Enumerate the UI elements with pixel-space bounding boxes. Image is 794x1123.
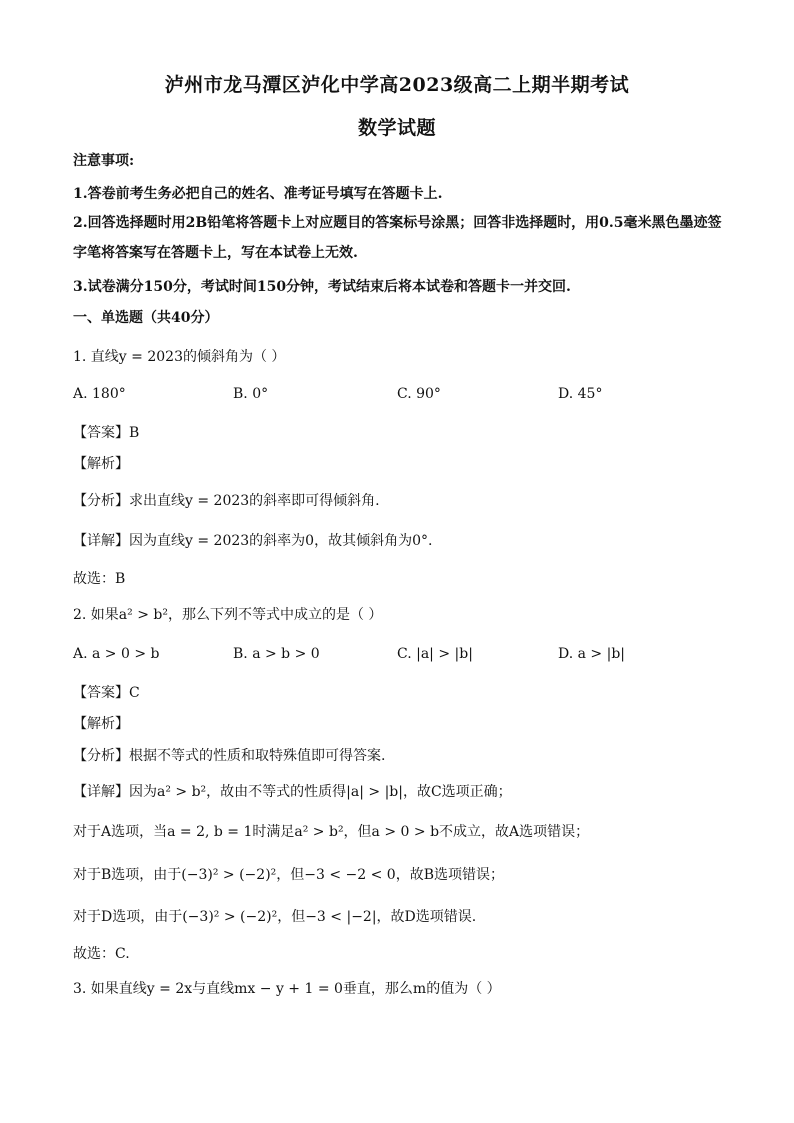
q2-xiangjie: 【详解】因为a² > b²，故由不等式的性质得|a| > |b|，故C选项正确；	[73, 784, 512, 800]
q2-option-c: C. |a| > |b|	[397, 646, 473, 662]
q1-option-d: D. 45°	[558, 386, 603, 402]
q2-option-d: D. a > |b|	[558, 646, 625, 662]
q2-detail-b: 对于B选项，由于(−3)² > (−2)²，但−3 < −2 < 0，故B选项错误；	[73, 867, 504, 883]
note-item-1: 1.答卷前考生务必把自己的姓名、准考证号填写在答题卡上.	[73, 186, 443, 202]
q1-option-c: C. 90°	[397, 386, 441, 402]
exam-subtitle: 数学试题	[357, 117, 436, 139]
q2-option-b: B. a > b > 0	[233, 646, 320, 662]
section-title: 一、单选题（共40分）	[73, 310, 219, 326]
note-item-2: 2.回答选择题时用2B铅笔将答题卡上对应题目的答案标号涂黑；回答非选择题时，用0.5毫米黑色墨迹签字笔将答案写在答题卡上，写在本试卷上无效.	[73, 215, 722, 261]
q1-conclusion: 故选：B	[73, 571, 126, 587]
exam-title: 泸州市龙马潭区泸化中学高2023级高二上期半期考试	[164, 74, 630, 96]
note-item-3: 3.试卷满分150分，考试时间150分钟，考试结束后将本试卷和答题卡一并交回.	[73, 279, 571, 295]
q1-option-b: B. 0°	[233, 386, 269, 402]
q2-detail-a: 对于A选项，当a = 2, b = 1时满足a² > b²，但a > 0 > b不成立，故A选项错误；	[73, 824, 590, 840]
question-1-stem: 1. 直线y = 2023的倾斜角为（ ）	[73, 349, 286, 365]
question-3-stem: 3. 如果直线y = 2x与直线mx − y + 1 = 0垂直，那么m的值为（ ）	[73, 981, 501, 997]
q1-option-a: A. 180°	[73, 386, 126, 402]
q2-answer: 【答案】C	[73, 685, 140, 701]
question-2-stem: 2. 如果a² > b²，那么下列不等式中成立的是（ ）	[73, 607, 383, 623]
q2-analysis-label: 【解析】	[73, 716, 129, 732]
q2-fenxi: 【分析】根据不等式的性质和取特殊值即可得答案.	[73, 748, 386, 764]
q2-conclusion: 故选：C.	[73, 946, 130, 962]
q1-analysis-label: 【解析】	[73, 456, 129, 472]
q1-xiangjie: 【详解】因为直线y = 2023的斜率为0，故其倾斜角为0°.	[73, 533, 433, 549]
q1-fenxi: 【分析】求出直线y = 2023的斜率即可得倾斜角.	[73, 493, 380, 509]
q2-option-a: A. a > 0 > b	[73, 646, 160, 662]
q2-detail-d: 对于D选项，由于(−3)² > (−2)²，但−3 < |−2|，故D选项错误.	[73, 909, 477, 925]
q1-answer: 【答案】B	[73, 425, 140, 441]
notes-heading: 注意事项:	[73, 153, 135, 169]
